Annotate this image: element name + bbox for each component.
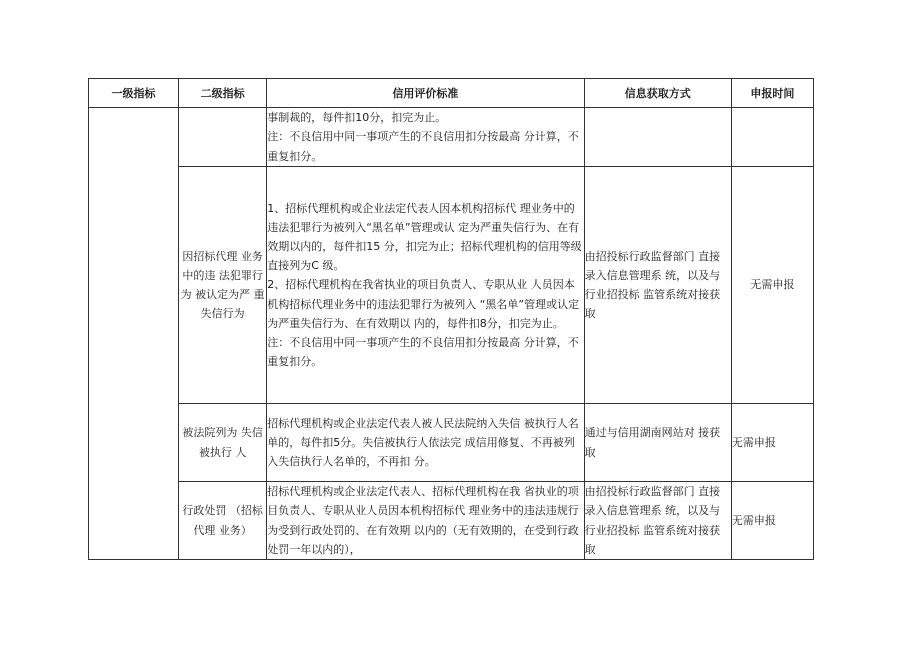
table-row [89, 167, 814, 404]
secondary-indicator-cell: 行政处罚 （招标代理 业务） [179, 482, 267, 560]
header-report-time: 申报时间 [731, 79, 813, 108]
table-row [89, 404, 814, 482]
report-time-cell: 无需申报 [731, 482, 813, 560]
criteria-paragraph: 事制裁的，每件扣10分，扣完为止。 [267, 111, 447, 125]
criteria-cell [267, 108, 584, 167]
secondary-indicator-cell [179, 108, 267, 167]
table-row [89, 108, 814, 167]
table-header-row [89, 79, 814, 108]
criteria-cell [267, 167, 584, 404]
report-time-cell: 无需申报 [731, 404, 813, 482]
criteria-cell [267, 482, 584, 560]
report-time-cell [731, 108, 813, 167]
info-source-cell [584, 108, 731, 167]
criteria-paragraph: 招标代理机构或企业法定代表人、招标代理机构在我 省执业的项目负责人、专职从业人员因本机构招标代 理业务中的违法违规行为受到行政处罚的、在有效期 以内的（无有效期的，在受到行政处罚一年以内的）， [267, 485, 579, 556]
header-secondary-indicator: 二级指标 [179, 79, 267, 108]
criteria-paragraph: 1、招标代理机构或企业法定代表人因本机构招标代 理业务中的违法犯罪行为被列入“黑名单”管理或认 定为严重失信行为、在有效期以内的，每件扣15 分，扣完为止；招标代理机构的信用等级直接列为C 级。 [267, 201, 582, 273]
report-time-cell: 无需申报 [731, 167, 813, 404]
credit-evaluation-table [88, 78, 814, 560]
criteria-paragraph: 2、招标代理机构在我省执业的项目负责人、专职从业 人员因本机构招标代理业务中的违法犯罪行为被列入 “黑名单”管理或认定为严重失信行为、在有效期以 内的，每件扣8分，扣完为止。 [267, 278, 580, 330]
header-primary-indicator: 一级指标 [89, 79, 179, 108]
criteria-note: 注：不良信用中同一事项产生的不良信用扣分按最高 分计算，不重复扣分。 [267, 130, 579, 163]
primary-indicator-cell [89, 108, 179, 560]
criteria-paragraph: 招标代理机构或企业法定代表人被人民法院纳入失信 被执行人名单的，每件扣5分。失信被执行人依法完 成信用修复、不再被列入失信执行人名单的，不再扣 分。 [267, 416, 579, 469]
info-source-cell: 由招投标行政监督部门 直接录入信息管理系 统，以及与行业招投标 监管系统对接获取 [584, 167, 731, 404]
header-credit-criteria: 信用评价标准 [267, 79, 584, 108]
criteria-note: 注：不良信用中同一事项产生的不良信用扣分按最高 分计算，不重复扣分。 [267, 336, 579, 369]
secondary-indicator-cell: 因招标代理 业务中的违 法犯罪行为 被认定为严 重失信行为 [179, 167, 267, 404]
header-info-source: 信息获取方式 [584, 79, 731, 108]
table-row [89, 482, 814, 560]
criteria-cell [267, 404, 584, 482]
info-source-cell: 由招投标行政监督部门 直接录入信息管理系 统，以及与行业招投标 监管系统对接获取 [584, 482, 731, 560]
secondary-indicator-cell: 被法院列为 失信被执行 人 [179, 404, 267, 482]
info-source-cell: 通过与信用湖南网站对 接获取 [584, 404, 731, 482]
